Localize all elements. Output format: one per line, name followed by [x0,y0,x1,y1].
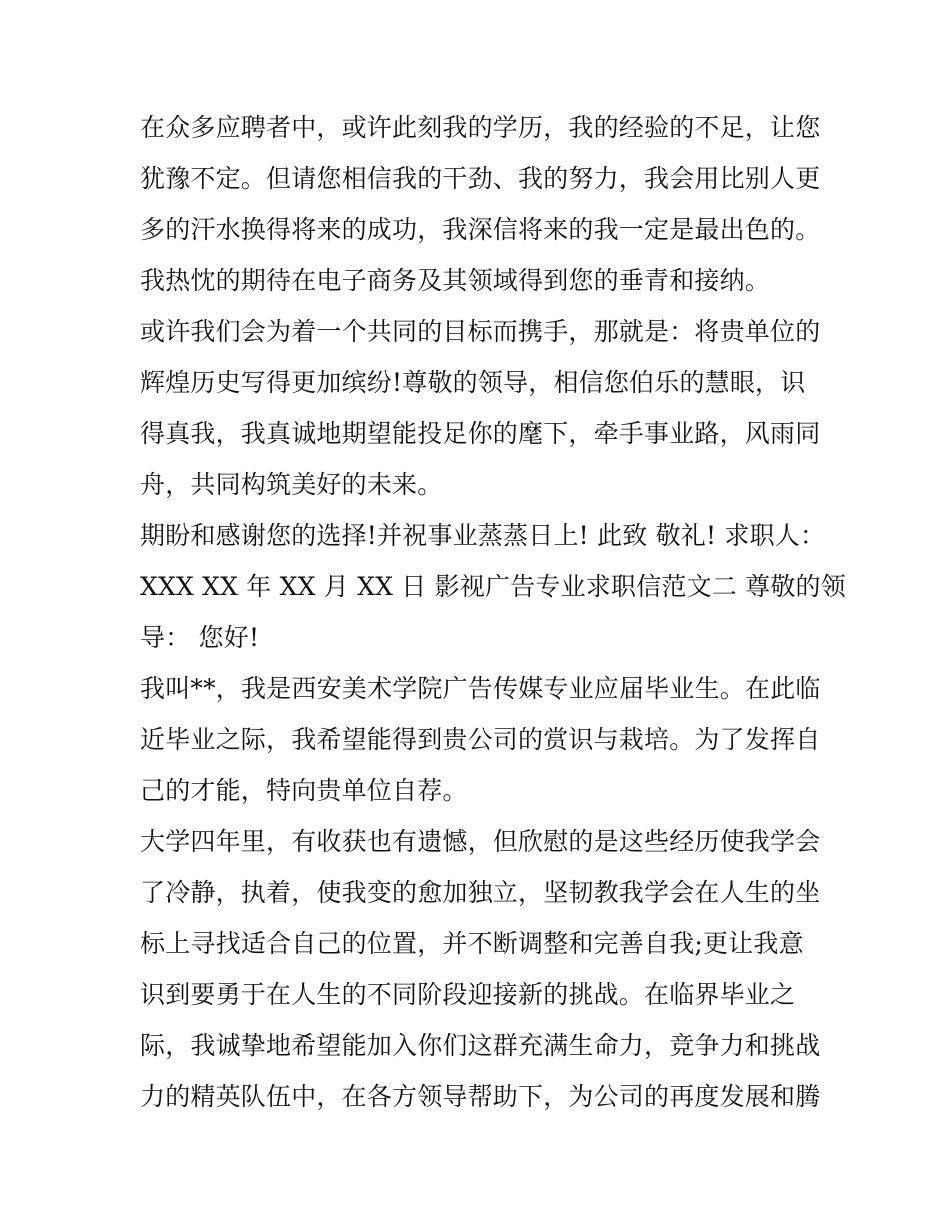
text-line: 多的汗水换得将来的成功，我深信将来的我一定是最出色的。 [140,215,821,244]
text-line: 期盼和感谢您的选择!并祝事业蒸蒸日上! 此致 敬礼! 求职人： [140,521,826,550]
text-line: 舟，共同构筑美好的未来。 [140,470,443,499]
text-line: 辉煌历史写得更加缤纷!尊敬的领导，相信您伯乐的慧眼，识 [140,368,806,397]
text-line: 际，我诚挚地希望能加入你们这群充满生命力，竞争力和挑战 [140,1031,821,1060]
text-line: 我叫**，我是西安美术学院广告传媒专业应届毕业生。在此临 [140,674,821,703]
text-line: 或许我们会为着一个共同的目标而携手，那就是：将贵单位的 [140,317,821,346]
text-line: 了冷静，执着，使我变的愈加独立，坚韧教我学会在人生的坐 [140,878,821,907]
text-line: 得真我，我真诚地期望能投足你的麾下，牵手事业路，风雨同 [140,419,821,448]
text-line: XXX XX 年 XX 月 XX 日 影视广告专业求职信范文二 尊敬的领 [140,572,846,601]
text-line: 大学四年里，有收获也有遗憾，但欣慰的是这些经历使我学会 [140,827,821,856]
text-line: 力的精英队伍中，在各方领导帮助下，为公司的再度发展和腾 [140,1082,821,1111]
text-line: 导： 您好! [140,623,260,652]
text-line: 标上寻找适合自己的位置，并不断调整和完善自我;更让我意 [140,929,804,958]
text-line: 识到要勇于在人生的不同阶段迎接新的挑战。在临界毕业之 [140,980,796,1009]
text-line: 我热忱的期待在电子商务及其领域得到您的垂青和接纳。 [140,266,771,295]
text-line: 己的才能，特向贵单位自荐。 [140,776,468,805]
text-line: 近毕业之际，我希望能得到贵公司的赏识与栽培。为了发挥自 [140,725,821,754]
text-line: 在众多应聘者中，或许此刻我的学历，我的经验的不足，让您 [140,113,821,142]
text-line: 犹豫不定。但请您相信我的干劲、我的努力，我会用比别人更 [140,164,821,193]
